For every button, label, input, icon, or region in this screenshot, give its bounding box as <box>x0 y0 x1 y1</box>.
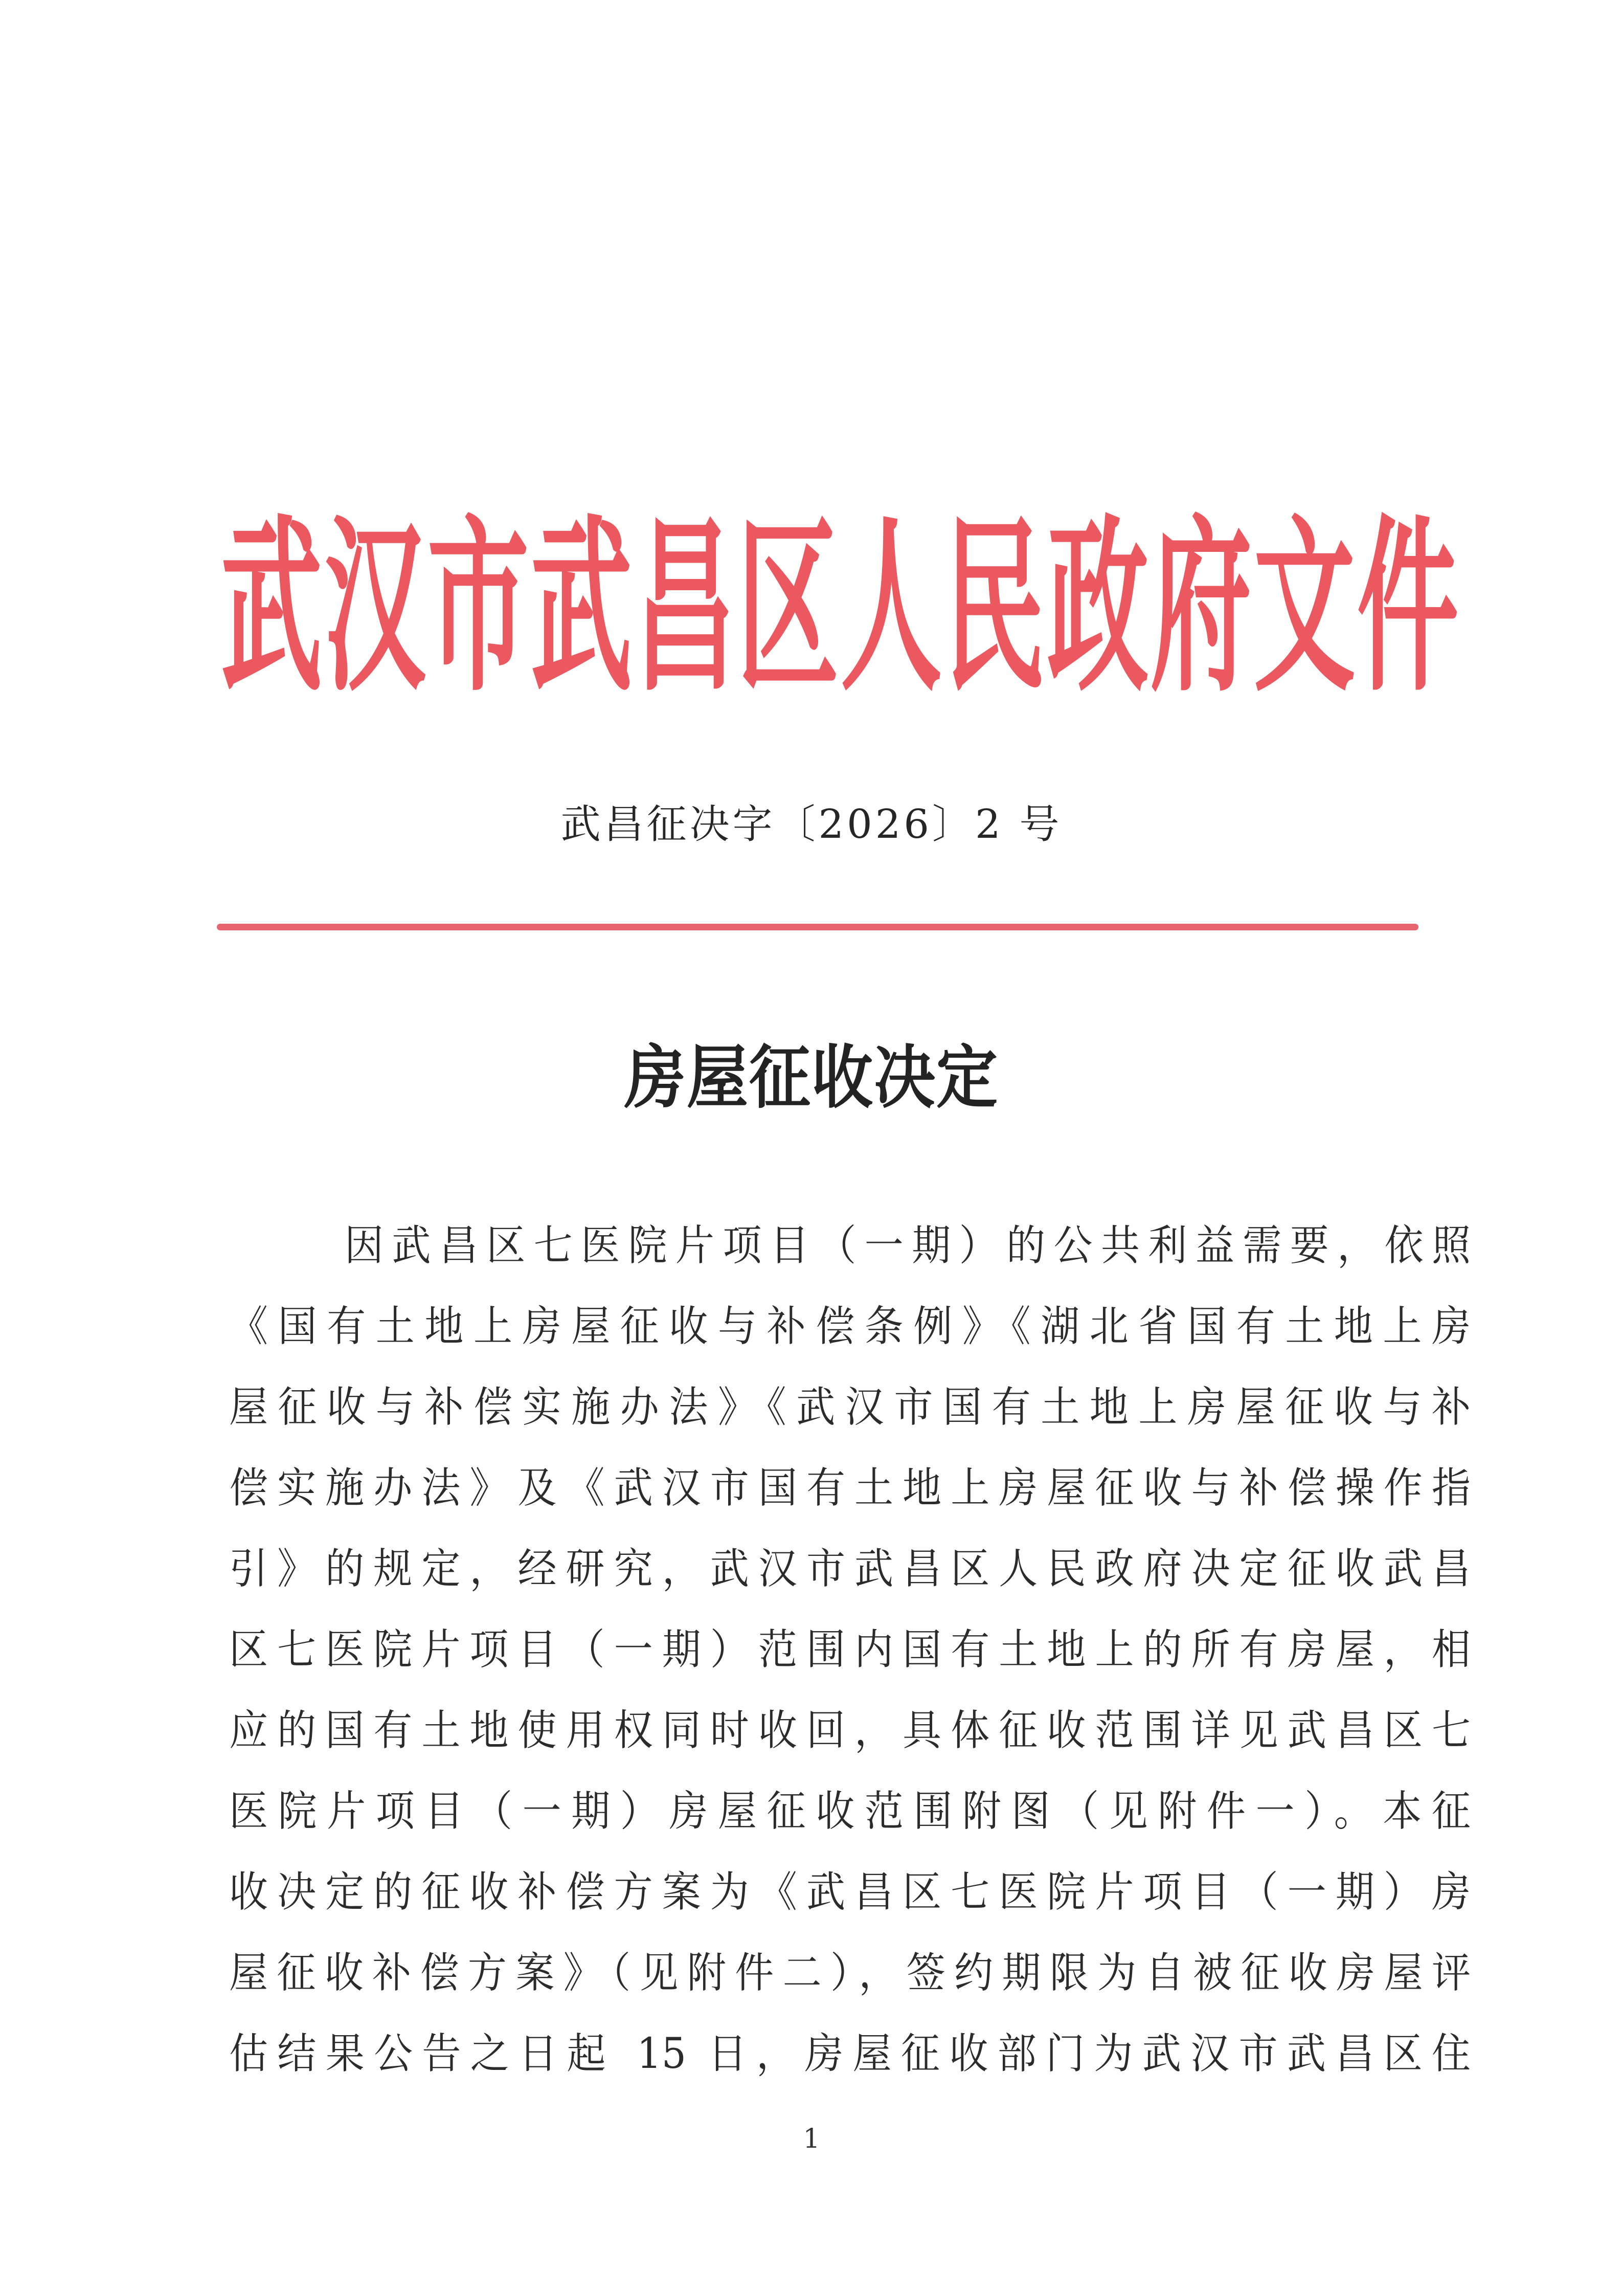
body-line: 屋征收与补偿实施办法》《武汉市国有土地上房屋征收与补 <box>229 1382 1471 1432</box>
document-number: 武昌征决字〔2026〕2 号 <box>560 801 1063 848</box>
document-body <box>229 1205 1471 2094</box>
body-line: 医院片项目（一期）房屋征收范围附图（见附件一）。本征 <box>229 1786 1471 1836</box>
body-line: 区七医院片项目（一期）范围内国有土地上的所有房屋，相 <box>229 1624 1471 1674</box>
body-line: 收决定的征收补偿方案为《武昌区七医院片项目（一期）房 <box>229 1867 1471 1916</box>
body-line: 偿实施办法》及《武汉市国有土地上房屋征收与补偿操作指 <box>229 1463 1471 1512</box>
red-divider-line <box>217 924 1418 930</box>
document-title: 房屋征收决定 <box>624 1037 999 1118</box>
body-line: 屋征收补偿方案》（见附件二），签约期限为自被征收房屋评 <box>229 1948 1471 1997</box>
page-number: 1 <box>803 2124 820 2154</box>
body-line: 应的国有土地使用权同时收回，具体征收范围详见武昌区七 <box>229 1705 1471 1755</box>
body-line: 引》的规定，经研究，武汉市武昌区人民政府决定征收武昌 <box>229 1544 1471 1593</box>
red-header-banner: 武汉市武昌区人民政府文件 <box>221 496 1458 717</box>
body-line: 《国有土地上房屋征收与补偿条例》《湖北省国有土地上房 <box>229 1301 1471 1351</box>
body-line: 估结果公告之日起 15 日，房屋征收部门为武汉市武昌区住 <box>229 2028 1471 2078</box>
body-line: 因武昌区七医院片项目（一期）的公共利益需要，依照 <box>345 1220 1471 1270</box>
